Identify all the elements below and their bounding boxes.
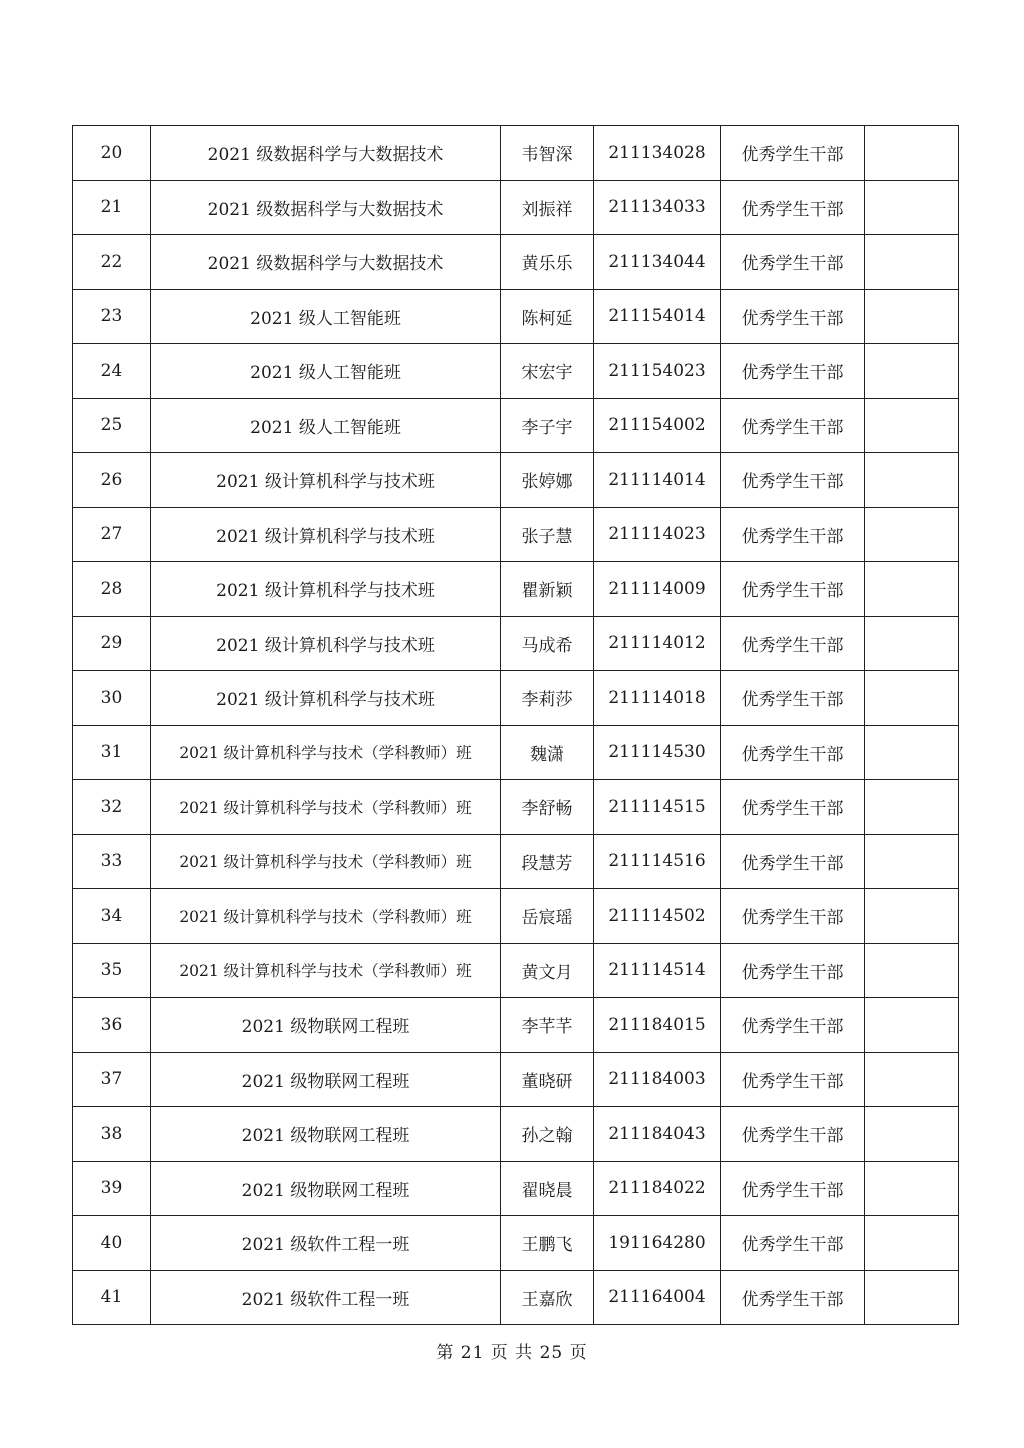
table-row xyxy=(73,889,959,944)
table-row xyxy=(73,1216,959,1271)
table-row xyxy=(73,1161,959,1216)
cell-number: 40 xyxy=(73,1216,151,1271)
cell-student-id: 211184043 xyxy=(594,1107,721,1162)
cell-number: 32 xyxy=(73,780,151,835)
cell-number: 38 xyxy=(73,1107,151,1162)
cell-class: 2021 级计算机科学与技术班 xyxy=(151,507,501,562)
cell-student-name: 王鹏飞 xyxy=(501,1216,594,1271)
cell-note xyxy=(865,1270,959,1325)
cell-student-id: 211154014 xyxy=(594,289,721,344)
cell-student-id: 211134028 xyxy=(594,126,721,181)
cell-note xyxy=(865,780,959,835)
table-row xyxy=(73,344,959,399)
cell-number: 27 xyxy=(73,507,151,562)
cell-award: 优秀学生干部 xyxy=(721,1052,865,1107)
cell-number: 41 xyxy=(73,1270,151,1325)
cell-student-id: 211134044 xyxy=(594,235,721,290)
award-roster-table xyxy=(72,125,959,1325)
cell-note xyxy=(865,1052,959,1107)
cell-student-name: 马成希 xyxy=(501,616,594,671)
cell-award: 优秀学生干部 xyxy=(721,725,865,780)
table-row xyxy=(73,180,959,235)
cell-class: 2021 级物联网工程班 xyxy=(151,1052,501,1107)
cell-award: 优秀学生干部 xyxy=(721,834,865,889)
cell-note xyxy=(865,507,959,562)
cell-student-name: 孙之翰 xyxy=(501,1107,594,1162)
table-row xyxy=(73,943,959,998)
cell-class: 2021 级计算机科学与技术（学科教师）班 xyxy=(151,834,501,889)
cell-award: 优秀学生干部 xyxy=(721,943,865,998)
cell-number: 39 xyxy=(73,1161,151,1216)
cell-class: 2021 级物联网工程班 xyxy=(151,998,501,1053)
table-row xyxy=(73,1052,959,1107)
cell-student-id: 211114502 xyxy=(594,889,721,944)
cell-class: 2021 级人工智能班 xyxy=(151,344,501,399)
cell-student-name: 翟晓晨 xyxy=(501,1161,594,1216)
cell-class: 2021 级人工智能班 xyxy=(151,398,501,453)
cell-award: 优秀学生干部 xyxy=(721,616,865,671)
cell-student-id: 211114023 xyxy=(594,507,721,562)
table-row xyxy=(73,289,959,344)
cell-student-id: 211164004 xyxy=(594,1270,721,1325)
cell-note xyxy=(865,889,959,944)
cell-student-name: 魏潇 xyxy=(501,725,594,780)
cell-student-id: 211114012 xyxy=(594,616,721,671)
cell-class: 2021 级计算机科学与技术（学科教师）班 xyxy=(151,725,501,780)
cell-student-name: 李舒畅 xyxy=(501,780,594,835)
cell-student-id: 211114530 xyxy=(594,725,721,780)
cell-number: 28 xyxy=(73,562,151,617)
cell-student-name: 李芊芊 xyxy=(501,998,594,1053)
table-row xyxy=(73,616,959,671)
cell-award: 优秀学生干部 xyxy=(721,889,865,944)
cell-number: 30 xyxy=(73,671,151,726)
table-row xyxy=(73,562,959,617)
cell-note xyxy=(865,180,959,235)
roster-table-body xyxy=(73,126,959,1325)
cell-class: 2021 级物联网工程班 xyxy=(151,1161,501,1216)
cell-student-name: 韦智深 xyxy=(501,126,594,181)
table-row xyxy=(73,725,959,780)
cell-note xyxy=(865,834,959,889)
cell-note xyxy=(865,344,959,399)
cell-student-id: 211154002 xyxy=(594,398,721,453)
cell-student-id: 211154023 xyxy=(594,344,721,399)
cell-student-id: 211184015 xyxy=(594,998,721,1053)
cell-student-name: 王嘉欣 xyxy=(501,1270,594,1325)
cell-student-name: 陈柯延 xyxy=(501,289,594,344)
cell-student-id: 191164280 xyxy=(594,1216,721,1271)
cell-student-name: 李子宇 xyxy=(501,398,594,453)
cell-note xyxy=(865,725,959,780)
cell-student-name: 李莉莎 xyxy=(501,671,594,726)
cell-class: 2021 级数据科学与大数据技术 xyxy=(151,180,501,235)
cell-student-id: 211114014 xyxy=(594,453,721,508)
cell-class: 2021 级人工智能班 xyxy=(151,289,501,344)
cell-number: 33 xyxy=(73,834,151,889)
cell-award: 优秀学生干部 xyxy=(721,1107,865,1162)
cell-note xyxy=(865,671,959,726)
cell-student-id: 211134033 xyxy=(594,180,721,235)
cell-student-name: 岳宸瑶 xyxy=(501,889,594,944)
cell-award: 优秀学生干部 xyxy=(721,998,865,1053)
cell-award: 优秀学生干部 xyxy=(721,344,865,399)
cell-note xyxy=(865,1161,959,1216)
cell-number: 36 xyxy=(73,998,151,1053)
cell-note xyxy=(865,453,959,508)
cell-number: 24 xyxy=(73,344,151,399)
cell-note xyxy=(865,1216,959,1271)
table-row xyxy=(73,834,959,889)
cell-class: 2021 级计算机科学与技术班 xyxy=(151,671,501,726)
cell-student-name: 张婷娜 xyxy=(501,453,594,508)
cell-award: 优秀学生干部 xyxy=(721,1270,865,1325)
cell-award: 优秀学生干部 xyxy=(721,453,865,508)
cell-number: 31 xyxy=(73,725,151,780)
cell-award: 优秀学生干部 xyxy=(721,671,865,726)
table-row xyxy=(73,1270,959,1325)
cell-note xyxy=(865,562,959,617)
cell-student-id: 211184022 xyxy=(594,1161,721,1216)
table-row xyxy=(73,671,959,726)
cell-award: 优秀学生干部 xyxy=(721,289,865,344)
cell-class: 2021 级计算机科学与技术班 xyxy=(151,453,501,508)
cell-student-id: 211184003 xyxy=(594,1052,721,1107)
cell-number: 20 xyxy=(73,126,151,181)
cell-class: 2021 级软件工程一班 xyxy=(151,1270,501,1325)
table-row xyxy=(73,780,959,835)
cell-award: 优秀学生干部 xyxy=(721,507,865,562)
cell-class: 2021 级计算机科学与技术（学科教师）班 xyxy=(151,780,501,835)
table-row xyxy=(73,235,959,290)
cell-number: 26 xyxy=(73,453,151,508)
cell-student-name: 张子慧 xyxy=(501,507,594,562)
cell-award: 优秀学生干部 xyxy=(721,180,865,235)
cell-student-name: 黄文月 xyxy=(501,943,594,998)
table-row xyxy=(73,398,959,453)
cell-student-id: 211114514 xyxy=(594,943,721,998)
cell-note xyxy=(865,998,959,1053)
cell-note xyxy=(865,398,959,453)
cell-number: 23 xyxy=(73,289,151,344)
cell-number: 21 xyxy=(73,180,151,235)
cell-class: 2021 级物联网工程班 xyxy=(151,1107,501,1162)
cell-student-id: 211114516 xyxy=(594,834,721,889)
cell-class: 2021 级计算机科学与技术班 xyxy=(151,616,501,671)
cell-note xyxy=(865,1107,959,1162)
cell-number: 29 xyxy=(73,616,151,671)
cell-class: 2021 级计算机科学与技术（学科教师）班 xyxy=(151,889,501,944)
cell-award: 优秀学生干部 xyxy=(721,398,865,453)
cell-class: 2021 级软件工程一班 xyxy=(151,1216,501,1271)
cell-award: 优秀学生干部 xyxy=(721,1161,865,1216)
cell-student-name: 瞿新颖 xyxy=(501,562,594,617)
cell-award: 优秀学生干部 xyxy=(721,780,865,835)
cell-class: 2021 级数据科学与大数据技术 xyxy=(151,235,501,290)
cell-number: 34 xyxy=(73,889,151,944)
cell-award: 优秀学生干部 xyxy=(721,126,865,181)
cell-note xyxy=(865,943,959,998)
cell-student-id: 211114515 xyxy=(594,780,721,835)
cell-student-name: 黄乐乐 xyxy=(501,235,594,290)
cell-number: 35 xyxy=(73,943,151,998)
page-number-footer: 第 21 页 共 25 页 xyxy=(436,1343,588,1363)
cell-number: 25 xyxy=(73,398,151,453)
cell-student-name: 刘振祥 xyxy=(501,180,594,235)
cell-note xyxy=(865,235,959,290)
cell-student-id: 211114018 xyxy=(594,671,721,726)
cell-student-id: 211114009 xyxy=(594,562,721,617)
cell-student-name: 宋宏宇 xyxy=(501,344,594,399)
cell-award: 优秀学生干部 xyxy=(721,1216,865,1271)
table-row xyxy=(73,1107,959,1162)
cell-note xyxy=(865,126,959,181)
table-row xyxy=(73,126,959,181)
cell-note xyxy=(865,616,959,671)
cell-note xyxy=(865,289,959,344)
cell-award: 优秀学生干部 xyxy=(721,235,865,290)
cell-number: 22 xyxy=(73,235,151,290)
table-row xyxy=(73,453,959,508)
cell-student-name: 董晓研 xyxy=(501,1052,594,1107)
cell-class: 2021 级计算机科学与技术班 xyxy=(151,562,501,617)
table-row xyxy=(73,998,959,1053)
cell-award: 优秀学生干部 xyxy=(721,562,865,617)
cell-class: 2021 级计算机科学与技术（学科教师）班 xyxy=(151,943,501,998)
table-row xyxy=(73,507,959,562)
cell-student-name: 段慧芳 xyxy=(501,834,594,889)
cell-number: 37 xyxy=(73,1052,151,1107)
cell-class: 2021 级数据科学与大数据技术 xyxy=(151,126,501,181)
